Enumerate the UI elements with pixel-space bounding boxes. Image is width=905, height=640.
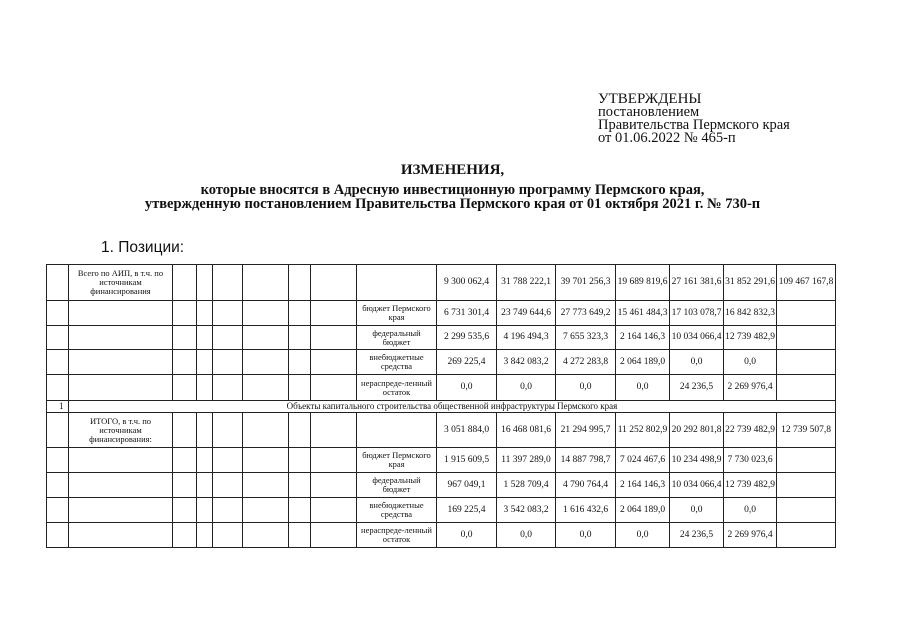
table-cell: 23 749 644,6 xyxy=(497,301,556,326)
table-cell xyxy=(777,473,836,498)
table-cell xyxy=(69,523,173,548)
table-cell: 1 915 609,5 xyxy=(437,448,497,473)
table-cell xyxy=(777,448,836,473)
table-cell xyxy=(289,473,311,498)
table-cell xyxy=(173,473,197,498)
table-cell xyxy=(213,326,243,350)
table-cell: внебюджетные средства xyxy=(357,498,437,523)
table-cell: бюджет Пермского края xyxy=(357,448,437,473)
table-cell: 12 739 482,9 xyxy=(724,473,777,498)
table-cell: 2 269 976,4 xyxy=(724,523,777,548)
table-cell xyxy=(243,265,289,301)
table-cell xyxy=(289,523,311,548)
table-cell: 20 292 801,8 xyxy=(670,413,724,448)
table-cell: 169 225,4 xyxy=(437,498,497,523)
table-cell xyxy=(197,265,213,301)
document-subtitle xyxy=(0,183,905,211)
table-cell xyxy=(197,473,213,498)
table-cell xyxy=(777,375,836,401)
table-cell: 14 887 798,7 xyxy=(556,448,616,473)
table-cell xyxy=(69,448,173,473)
table-cell xyxy=(289,350,311,375)
table-cell xyxy=(69,326,173,350)
table-cell xyxy=(213,301,243,326)
document-title: ИЗМЕНЕНИЯ, xyxy=(400,162,505,178)
table-cell: 1 616 432,6 xyxy=(556,498,616,523)
section-heading: 1. Позиции: xyxy=(101,239,185,256)
table-cell: 11 397 289,0 xyxy=(497,448,556,473)
table-cell: 3 542 083,2 xyxy=(497,498,556,523)
table-cell: 16 468 081,6 xyxy=(497,413,556,448)
table-cell: 39 701 256,3 xyxy=(556,265,616,301)
table-cell xyxy=(197,413,213,448)
table-cell xyxy=(47,326,69,350)
table-cell: 24 236,5 xyxy=(670,523,724,548)
table-cell xyxy=(69,350,173,375)
table-cell xyxy=(213,448,243,473)
table-cell xyxy=(289,413,311,448)
table-row xyxy=(47,301,836,326)
table-cell xyxy=(173,498,197,523)
table-cell: 7 024 467,6 xyxy=(616,448,670,473)
table-cell: 16 842 832,3 xyxy=(724,301,777,326)
table-cell: 4 272 283,8 xyxy=(556,350,616,375)
section-title: Объекты капитального строительства общественной инфраструктуры Пермского края xyxy=(69,401,836,413)
table-cell xyxy=(173,413,197,448)
table-cell xyxy=(173,326,197,350)
subtitle-line-1: которые вносятся в Адресную инвестиционную программу Пермского края, xyxy=(200,182,705,198)
table-row xyxy=(47,413,836,448)
table-cell xyxy=(197,326,213,350)
table-cell: 12 739 482,9 xyxy=(724,326,777,350)
table-cell xyxy=(47,301,69,326)
table-cell: 269 225,4 xyxy=(437,350,497,375)
table-cell xyxy=(311,350,357,375)
table-cell xyxy=(213,473,243,498)
approval-line-1: УТВЕРЖДЕНЫ xyxy=(598,91,702,107)
table-row xyxy=(47,375,836,401)
table-cell: 31 852 291,6 xyxy=(724,265,777,301)
table-cell xyxy=(289,326,311,350)
table-cell: 10 234 498,9 xyxy=(670,448,724,473)
table-cell xyxy=(311,473,357,498)
table-cell: 31 788 222,1 xyxy=(497,265,556,301)
table-cell: 27 773 649,2 xyxy=(556,301,616,326)
itogo-label: ИТОГО, в т.ч. по источникам финансирования: xyxy=(69,413,173,448)
table-cell xyxy=(47,448,69,473)
table-cell: 11 252 802,9 xyxy=(616,413,670,448)
table-cell xyxy=(777,350,836,375)
table-cell xyxy=(357,413,437,448)
table-cell: 17 103 078,7 xyxy=(670,301,724,326)
approval-line-4: от 01.06.2022 № 465-п xyxy=(598,130,736,146)
table-cell: 9 300 062,4 xyxy=(437,265,497,301)
table-cell xyxy=(213,498,243,523)
table-cell: бюджет Пермского края xyxy=(357,301,437,326)
section-index: 1 xyxy=(47,401,69,413)
table-cell xyxy=(311,265,357,301)
table-cell: 2 269 976,4 xyxy=(724,375,777,401)
table-cell xyxy=(173,301,197,326)
table-row xyxy=(47,498,836,523)
table-cell xyxy=(173,265,197,301)
table-cell xyxy=(243,448,289,473)
table-cell: 0,0 xyxy=(497,523,556,548)
table-cell: 2 164 146,3 xyxy=(616,473,670,498)
table-cell xyxy=(357,265,437,301)
table-cell: 1 528 709,4 xyxy=(497,473,556,498)
table-cell: 3 842 083,2 xyxy=(497,350,556,375)
table-cell: 19 689 819,6 xyxy=(616,265,670,301)
table-cell xyxy=(173,375,197,401)
table-cell xyxy=(197,301,213,326)
table-cell xyxy=(243,326,289,350)
table-cell xyxy=(777,326,836,350)
table-cell xyxy=(289,498,311,523)
positions-table xyxy=(46,264,836,548)
table-cell xyxy=(243,350,289,375)
table-cell xyxy=(47,350,69,375)
table-cell xyxy=(213,523,243,548)
table-cell xyxy=(47,498,69,523)
table-cell: 2 064 189,0 xyxy=(616,498,670,523)
table-cell: 2 299 535,6 xyxy=(437,326,497,350)
table-cell xyxy=(47,375,69,401)
table-cell xyxy=(47,413,69,448)
table-cell: внебюджетные средства xyxy=(357,350,437,375)
table-cell xyxy=(311,413,357,448)
table-cell: 12 739 507,8 xyxy=(777,413,836,448)
table-cell xyxy=(173,350,197,375)
approval-stamp xyxy=(598,93,790,145)
table-cell: 0,0 xyxy=(556,523,616,548)
table-cell xyxy=(47,265,69,301)
table-cell: 967 049,1 xyxy=(437,473,497,498)
table-cell: 6 731 301,4 xyxy=(437,301,497,326)
table-cell: 27 161 381,6 xyxy=(670,265,724,301)
table-cell: 7 730 023,6 xyxy=(724,448,777,473)
table-cell xyxy=(243,413,289,448)
table-cell: 21 294 995,7 xyxy=(556,413,616,448)
table-cell: 7 655 323,3 xyxy=(556,326,616,350)
table-row xyxy=(47,448,836,473)
table-cell xyxy=(289,448,311,473)
table-cell: 2 164 146,3 xyxy=(616,326,670,350)
table-cell: 0,0 xyxy=(437,523,497,548)
table-cell: 0,0 xyxy=(670,350,724,375)
table-cell: 22 739 482,9 xyxy=(724,413,777,448)
table-cell: 0,0 xyxy=(724,350,777,375)
table-cell xyxy=(69,473,173,498)
table-cell xyxy=(213,375,243,401)
table-cell xyxy=(197,448,213,473)
table-cell: нераспреде-ленный остаток xyxy=(357,375,437,401)
table-cell xyxy=(69,375,173,401)
table-cell xyxy=(69,301,173,326)
table-cell: 3 051 884,0 xyxy=(437,413,497,448)
subtitle-line-2: утвержденную постановлением Правительства Пермского края от 01 октября 2021 г. № 730-п xyxy=(144,196,761,212)
table-cell xyxy=(777,498,836,523)
table-section-row xyxy=(47,401,836,413)
table-cell xyxy=(197,375,213,401)
table-cell xyxy=(777,523,836,548)
table-cell: 15 461 484,3 xyxy=(616,301,670,326)
table-cell: 0,0 xyxy=(724,498,777,523)
table-cell: 10 034 066,4 xyxy=(670,326,724,350)
table-cell: федеральный бюджет xyxy=(357,473,437,498)
table-cell xyxy=(311,448,357,473)
table-cell xyxy=(243,301,289,326)
table-cell xyxy=(777,301,836,326)
table-row xyxy=(47,473,836,498)
approval-line-2: постановлением xyxy=(598,104,700,120)
table-cell xyxy=(311,375,357,401)
table-cell xyxy=(47,523,69,548)
table-cell xyxy=(243,473,289,498)
table-row xyxy=(47,265,836,301)
table-cell xyxy=(289,265,311,301)
table-cell xyxy=(173,523,197,548)
table-cell: 4 196 494,3 xyxy=(497,326,556,350)
table-cell xyxy=(289,301,311,326)
table-cell: 10 034 066,4 xyxy=(670,473,724,498)
table-cell xyxy=(311,326,357,350)
table-row xyxy=(47,350,836,375)
table-cell xyxy=(197,498,213,523)
table-cell: 0,0 xyxy=(616,523,670,548)
table-cell xyxy=(47,473,69,498)
table-cell: 0,0 xyxy=(616,375,670,401)
table-cell xyxy=(311,498,357,523)
table-cell xyxy=(243,375,289,401)
table-cell: федеральный бюджет xyxy=(357,326,437,350)
table-cell xyxy=(289,375,311,401)
table-cell: 24 236,5 xyxy=(670,375,724,401)
table-cell xyxy=(197,523,213,548)
total-label: Всего по АИП, в т.ч. по источникам финансирования xyxy=(69,265,173,301)
table-cell: 0,0 xyxy=(556,375,616,401)
table-cell xyxy=(213,413,243,448)
table-cell: 109 467 167,8 xyxy=(777,265,836,301)
table-cell xyxy=(213,265,243,301)
table-cell: 4 790 764,4 xyxy=(556,473,616,498)
table-cell xyxy=(243,498,289,523)
table-cell: 0,0 xyxy=(670,498,724,523)
table-cell: нераспреде-ленный остаток xyxy=(357,523,437,548)
table-cell: 0,0 xyxy=(437,375,497,401)
table-cell: 2 064 189,0 xyxy=(616,350,670,375)
table-cell xyxy=(213,350,243,375)
table-cell xyxy=(197,350,213,375)
table-cell xyxy=(311,523,357,548)
table-row xyxy=(47,523,836,548)
table-cell: 0,0 xyxy=(497,375,556,401)
approval-line-3: Правительства Пермского края xyxy=(598,117,790,133)
table-cell xyxy=(173,448,197,473)
table-cell xyxy=(69,498,173,523)
table-cell xyxy=(243,523,289,548)
table-row xyxy=(47,326,836,350)
table-cell xyxy=(311,301,357,326)
